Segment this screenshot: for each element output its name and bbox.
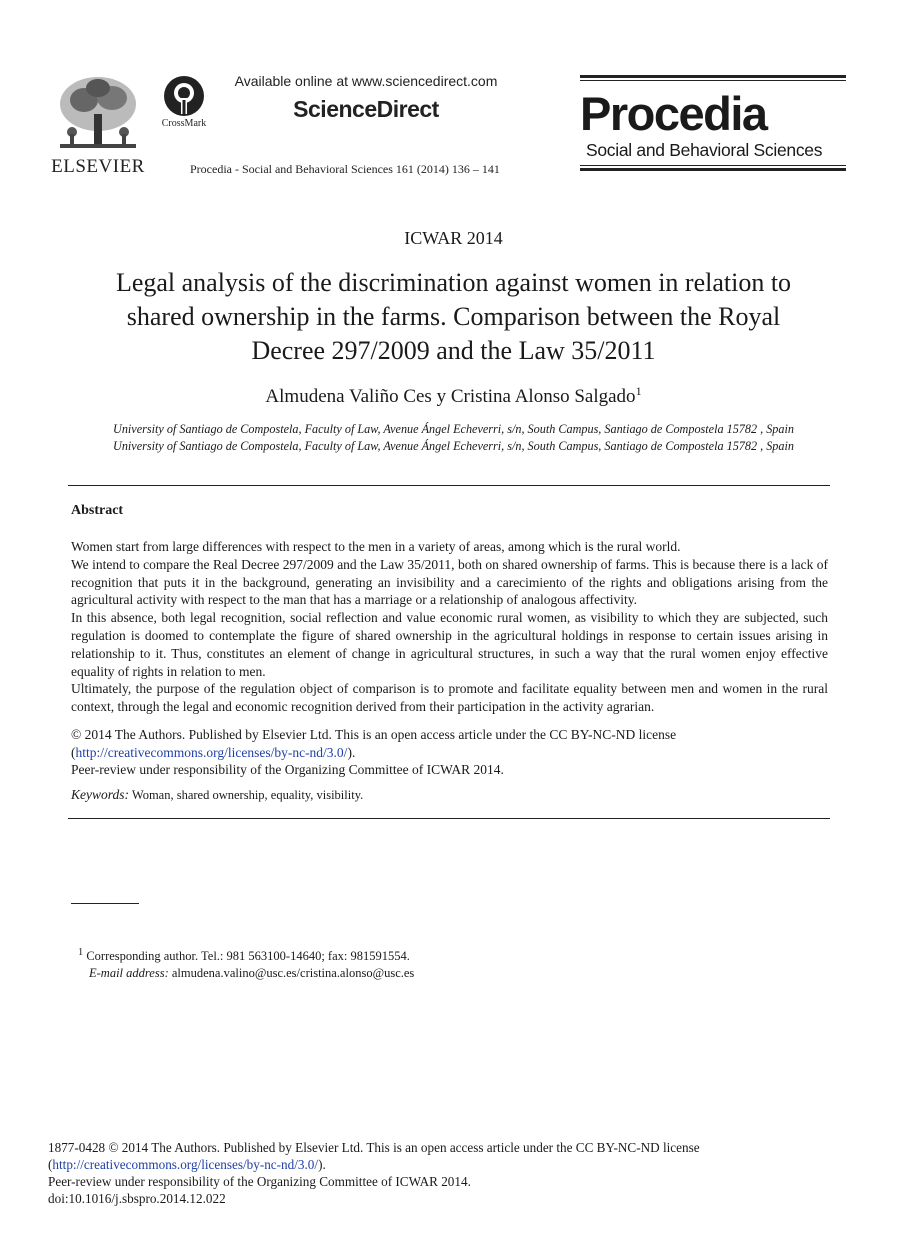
bottom-peer-review: Peer-review under responsibility of the Organizing Committee of ICWAR 2014. (48, 1174, 471, 1189)
keywords (71, 787, 828, 803)
email-label: E-mail address: (89, 966, 169, 981)
procedia-bottom-rule (580, 168, 846, 171)
doi[interactable]: doi:10.1016/j.sbspro.2014.12.022 (48, 1191, 226, 1206)
affiliation-line: University of Santiago de Compostela, Faculty of Law, Avenue Ángel Echeverri, s/n, South Campus, Santiago de Compostela 15782 , Spain (113, 422, 794, 436)
bottom-license-link[interactable]: http://creativecommons.org/licenses/by-nc-nd/3.0/ (52, 1157, 319, 1172)
crossmark-icon (156, 74, 212, 118)
conference-name: ICWAR 2014 (404, 228, 503, 248)
available-online-text: Available online at www.sciencedirect.com (234, 73, 498, 89)
corresponding-author: Corresponding author. Tel.: 981 563100-14640; fax: 981591554. (86, 949, 410, 964)
bottom-link-line: (http://creativecommons.org/licenses/by-nc-nd/3.0/). (48, 1157, 326, 1172)
footnote (78, 944, 778, 982)
authors (0, 384, 907, 408)
crossmark-label: CrossMark (161, 118, 207, 129)
abstract-top-rule (68, 485, 830, 486)
keywords-text: Woman, shared ownership, equality, visibility. (131, 788, 364, 802)
procedia-top-rule (580, 75, 846, 78)
footnote-rule (71, 903, 139, 904)
footnote-corresponding (78, 944, 778, 965)
bottom-copyright (48, 1139, 848, 1207)
license-line: © 2014 The Authors. Published by Elsevier Ltd. This is an open access article under the CC BY-NC-ND license (71, 727, 677, 742)
abstract-paragraph: In this absence, both legal recognition, social reflection and value economic rural women, as visibility to which they are subjected, such regulation is doomed to contemplate the figure of shared ownership in the agricultural holdings in response to certain issues arising in relationship to it. Thus, constitutes an element of change in agricultural structures, in such a way that the rural women enjoy effective equality of rights in relation to men. (71, 610, 828, 679)
paper-title (60, 266, 847, 368)
procedia-subtitle: Social and Behavioral Sciences (586, 140, 823, 160)
email-address[interactable]: almudena.valino@usc.es/cristina.alonso@usc.es (171, 966, 415, 981)
procedia-top-rule-thin (580, 80, 846, 81)
footnote-mark: 1 (78, 947, 84, 958)
title-line: Legal analysis of the discrimination against women in relation to (115, 268, 792, 297)
peer-review-line: Peer-review under responsibility of the Organizing Committee of ICWAR 2014. (71, 762, 504, 777)
abstract-paragraph: We intend to compare the Real Decree 297/2009 and the Law 35/2011, both on shared ownership of farms. This is because there is a lack of recognition that puts it in the background, generating an invisibility and a carecimiento of the rights and obligations arising from the agricultural activity with respect to the man that has a marriage or a relationship of analogous affectivity. (71, 556, 828, 608)
title-line: Decree 297/2009 and the Law 35/2011 (251, 336, 656, 365)
elsevier-tree-icon (54, 74, 142, 154)
author-footnote-mark: 1 (635, 384, 642, 398)
abstract-heading: Abstract (71, 503, 124, 518)
bottom-license-line: 1877-0428 © 2014 The Authors. Published by Elsevier Ltd. This is an open access article under the CC BY-NC-ND license (48, 1140, 700, 1155)
title-line: shared ownership in the farms. Comparison between the Royal (126, 302, 781, 331)
abstract-body (71, 538, 828, 716)
affiliations (60, 421, 847, 455)
sciencedirect-wordmark: ScienceDirect (293, 96, 439, 122)
keywords-label: Keywords: (71, 787, 129, 802)
abstract-bottom-rule (68, 818, 830, 819)
license-link-line: (http://creativecommons.org/licenses/by-nc-nd/3.0/). (71, 744, 356, 760)
license-statement (71, 726, 828, 779)
affiliation-line: University of Santiago de Compostela, Faculty of Law, Avenue Ángel Echeverri, s/n, South Campus, Santiago de Compostela 15782 , Spain (113, 439, 794, 453)
elsevier-wordmark: ELSEVIER (51, 156, 145, 177)
elsevier-logo (50, 74, 146, 176)
abstract-paragraph: Women start from large differences with respect to the men in a variety of areas, among which is the rural world. (71, 539, 681, 554)
abstract-paragraph: Ultimately, the purpose of the regulation object of comparison is to promote and facilitate equality between men and women in the rural context, through the legal and economic recognition derived from their participation in the activity agrarian. (71, 681, 828, 715)
procedia-bottom-rule-thin (580, 165, 846, 166)
license-link[interactable]: http://creativecommons.org/licenses/by-nc-nd/3.0/ (75, 744, 348, 760)
journal-citation: Procedia - Social and Behavioral Sciences 161 (2014) 136 – 141 (190, 162, 500, 176)
footnote-email (78, 965, 778, 982)
author-names: Almudena Valiño Ces y Cristina Alonso Salgado (265, 386, 636, 407)
procedia-title: Procedia (580, 87, 767, 140)
crossmark-logo[interactable] (156, 74, 212, 134)
